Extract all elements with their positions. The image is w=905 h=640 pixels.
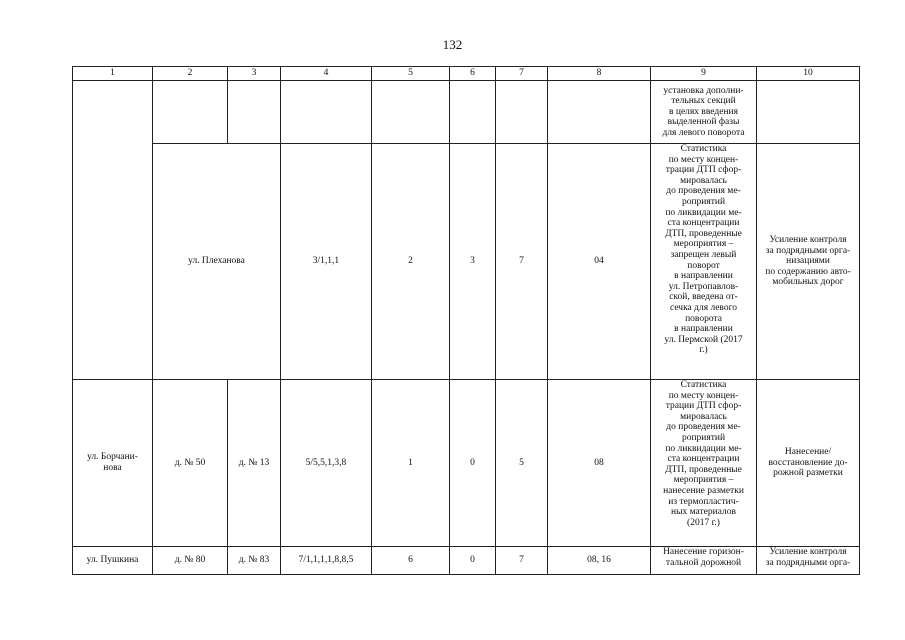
table-cell <box>372 81 450 144</box>
table-cell: 1 <box>372 380 450 547</box>
table-row <box>73 144 860 380</box>
table-cell <box>153 81 228 144</box>
table-cell: 7 <box>496 144 548 380</box>
street-cell: ул. Борчани- нова <box>73 380 153 547</box>
table-cell: 7/1,1,1,1,8,8,5 <box>281 547 372 575</box>
measures-cell: установка дополни- тельных секций в целях введения выделенной фазы для левого поворота <box>651 81 757 144</box>
recommendation-cell: Нанесение/ восстановление до- рожной разметки <box>757 380 860 547</box>
table-cell: 04 <box>548 144 651 380</box>
table-cell: д. № 83 <box>228 547 281 575</box>
column-header: 8 <box>548 67 651 81</box>
column-header: 5 <box>372 67 450 81</box>
table-cell: д. № 13 <box>228 380 281 547</box>
recommendation-cell: Усиление контроля за подрядными орга- <box>765 547 851 568</box>
table-row <box>73 547 860 575</box>
recommendation-cell: Усиление контроля за подрядными орга- низациями по содержанию авто- мобильных дорог <box>757 144 860 380</box>
measures-cell: Статистика по месту концен- трации ДТП сфор- мировалась до проведения ме- роприятий по ликвидации ме- ста концентрации ДТП, проведенные мероприятия – нанесение разметки из термопластич- ных материалов (2017 г.) <box>651 380 757 547</box>
table-cell: 0 <box>450 380 496 547</box>
street-cell: ул. Плеханова <box>153 144 281 380</box>
column-header: 6 <box>450 67 496 81</box>
table-header-row <box>73 67 860 81</box>
table-cell: 2 <box>372 144 450 380</box>
table-cell: 3 <box>450 144 496 380</box>
measures-cell: Нанесение горизон- тальной дорожной <box>663 547 744 568</box>
street-cell: ул. Пушкина <box>73 547 153 575</box>
page-number: 132 <box>442 37 463 52</box>
table-cell <box>281 81 372 144</box>
column-header: 7 <box>496 67 548 81</box>
table-cell: 5 <box>496 380 548 547</box>
table-cell <box>757 81 860 144</box>
table-cell <box>450 81 496 144</box>
column-header: 2 <box>153 67 228 81</box>
column-header: 1 <box>73 67 153 81</box>
measures-cell: Статистика по месту концен- трации ДТП сфор- мировалась до проведения ме- роприятий по ликвидации ме- ста концентрации ДТП, проведенные мероприятия – запрещен левый поворот в направлении ул. Петропавлов- ской, введена от- сечка для левого поворота в направлении ул. Пермской (2017 г.) <box>651 144 757 380</box>
table-cell: 6 <box>372 547 450 575</box>
table-cell <box>73 81 153 380</box>
table-cell: 0 <box>450 547 496 575</box>
table-cell <box>548 81 651 144</box>
table-row <box>73 380 860 547</box>
table-cell: 5/5,5,1,3,8 <box>281 380 372 547</box>
table-cell: д. № 50 <box>153 380 228 547</box>
table-row <box>73 81 860 144</box>
table-cell: 08, 16 <box>548 547 651 575</box>
table-cell: 08 <box>548 380 651 547</box>
table-cell: 7 <box>496 547 548 575</box>
column-header: 10 <box>757 67 860 81</box>
data-table <box>72 66 860 575</box>
table-cell: 3/1,1,1 <box>281 144 372 380</box>
table-cell: д. № 80 <box>153 547 228 575</box>
table-cell <box>496 81 548 144</box>
table-cell <box>228 81 281 144</box>
column-header: 3 <box>228 67 281 81</box>
column-header: 4 <box>281 67 372 81</box>
column-header: 9 <box>651 67 757 81</box>
